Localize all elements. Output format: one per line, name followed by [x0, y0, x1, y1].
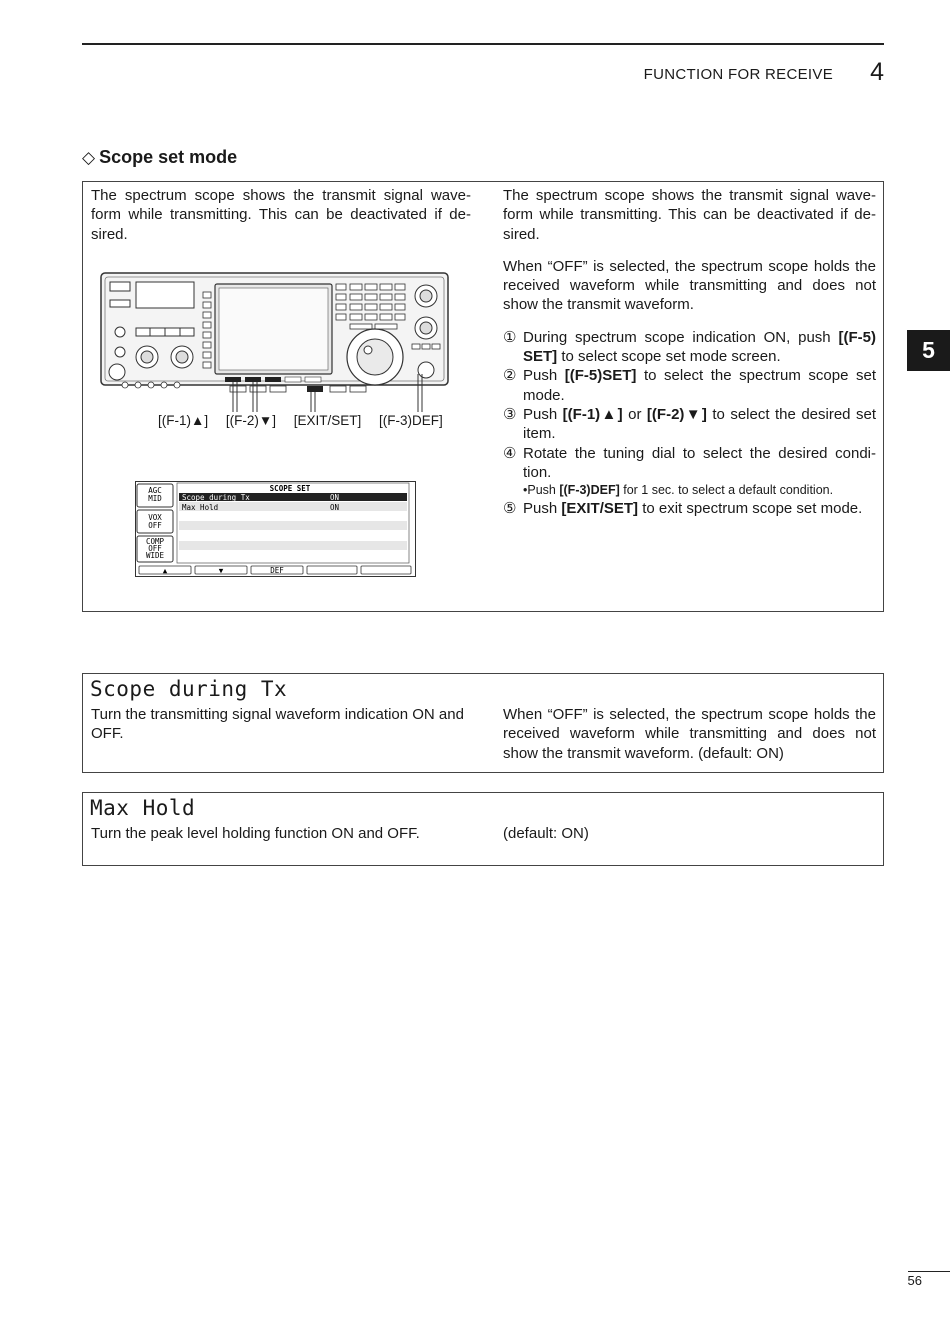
item-desc-left: Turn the peak level holding function ON and OFF. [91, 825, 420, 842]
item-box-scope-during-tx [82, 673, 884, 773]
callout-f3: [(F-3)DEF] [379, 413, 443, 428]
step-4: ④ Rotate the tuning dial to select the desired condi-tion. [503, 444, 876, 481]
chapter-number: 4 [870, 58, 884, 86]
step-1: ① During spectrum scope indication ON, push [(F-5) SET] to select scope set mode screen. [503, 328, 876, 366]
key-callouts [158, 413, 457, 428]
screen-row-1-label: Scope during Tx [182, 493, 250, 502]
section-title-text: Scope set mode [99, 147, 238, 167]
callout-f1: [(F-1)▲] [158, 413, 209, 428]
top-rule [82, 43, 884, 45]
transceiver-front-panel-illustration [100, 272, 450, 412]
intro-left: The spectrum scope shows the transmit signal wave-form while transmitting. This can be deactivated if de-sired. [91, 187, 471, 243]
screen-row-2-label: Max Hold [182, 503, 219, 512]
step-4-note: •Push [(F-3)DEF] for 1 sec. to select a default condition. [523, 483, 834, 498]
side-button-2-line-1: VOX [148, 513, 162, 522]
softkey-def: DEF [270, 566, 284, 575]
step-5: ⑤ Push [EXIT/SET] to exit spectrum scope set mode. [503, 500, 863, 518]
screen-row-1-value: ON [330, 493, 340, 502]
intro-right-1: The spectrum scope shows the transmit signal wave-form while transmitting. This can be deactivated if de-sired. [503, 187, 876, 243]
side-button-1-line-1: AGC [148, 486, 162, 495]
item-desc-left: Turn the transmitting signal waveform indication ON and OFF. [91, 706, 464, 743]
side-button-3-line-3: WIDE [145, 551, 165, 560]
running-header: FUNCTION FOR RECEIVE [643, 66, 833, 83]
scope-set-screen-illustration [135, 481, 417, 578]
diamond-icon: ◇ [82, 148, 96, 167]
item-title-scope-during-tx: Scope during Tx [90, 677, 288, 701]
left-column [91, 186, 471, 244]
item-desc-right: When “OFF” is selected, the spectrum scope holds the received waveform while transmitting and does not show the transmit waveform. (default: ON) [503, 706, 876, 762]
item-box-max-hold [82, 792, 884, 866]
item-desc-right: (default: ON) [503, 825, 589, 842]
item-title-max-hold: Max Hold [90, 796, 196, 820]
section-title [82, 147, 237, 168]
page-rule [908, 1271, 950, 1272]
page-number: 56 [907, 1273, 922, 1288]
right-column [503, 186, 876, 518]
callout-exit-set: [EXIT/SET] [293, 413, 362, 428]
steps-list [503, 328, 876, 519]
side-button-2-line-2: OFF [148, 521, 162, 530]
softkey-down: ▼ [218, 566, 224, 575]
step-3: ③ Push [(F-1)▲] or [(F-2)▼] to select the desired set item. [503, 405, 877, 443]
side-button-3-line-2: OFF [148, 544, 162, 553]
intro-right-2: When “OFF” is selected, the spectrum scope holds the received waveform while transmitting and does not show the transmit waveform. [503, 257, 876, 314]
callout-f2: [(F-2)▼] [225, 413, 276, 428]
side-button-1-line-2: MID [148, 494, 162, 503]
side-button-3-line-1: COMP [145, 537, 165, 546]
screen-title: SCOPE SET [269, 484, 311, 493]
step-2: ② Push [(F-5)SET] to select the spectrum scope set mode. [503, 367, 876, 404]
softkey-up: ▲ [162, 566, 168, 575]
screen-row-2-value: ON [330, 503, 340, 512]
chapter-tab: 5 [907, 330, 950, 371]
